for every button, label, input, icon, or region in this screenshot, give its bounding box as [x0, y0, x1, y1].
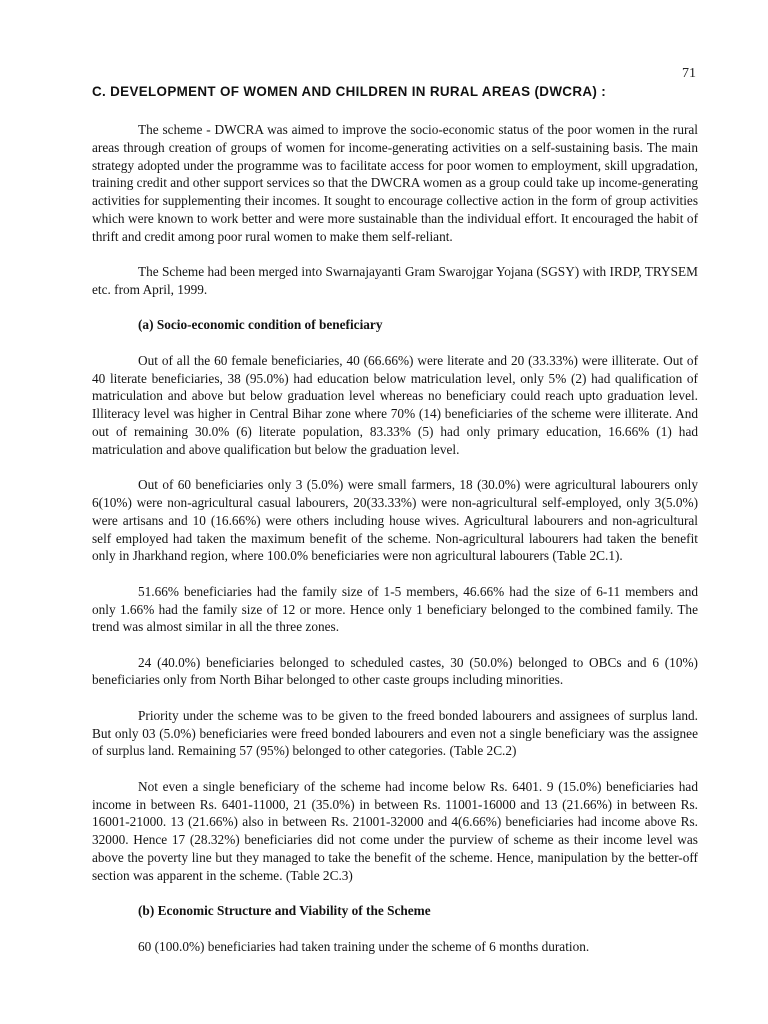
paragraph-priority: Priority under the scheme was to be given to the freed bonded labourers and assignees of surplus land. But only 03 (5.0%) beneficiaries were freed bonded labourers and even not a single beneficiary was the assignee of surplus land. Remaining 57 (95%) belonged to other categories. (Table 2C.2) [92, 707, 698, 759]
paragraph-caste: 24 (40.0%) beneficiaries belonged to scheduled castes, 30 (50.0%) belonged to OBCs and 6 (10%) beneficiaries only from North Bihar belonged to other caste groups including minorities. [92, 654, 698, 688]
paragraph-family-size: 51.66% beneficiaries had the family size of 1-5 members, 46.66% had the size of 6-11 members and only 1.66% had the family size of 12 or more. Hence only 1 beneficiary belonged to the combined family. The trend was almost similar in all the three zones. [92, 583, 698, 635]
paragraph-literacy: Out of all the 60 female beneficiaries, 40 (66.66%) were literate and 20 (33.33%) were illiterate. Out of 40 literate beneficiaries, 38 (95.0%) had education below matriculation level, only 5% (2) had qualification of matriculation and above but below graduation level whereas no beneficiary could reach upto graduation level. Illiteracy level was higher in Central Bihar zone where 70% (14) beneficiaries of the scheme were illiterate. And out of remaining 30.0% (6) literate population, 83.33% (5) had only primary education, 16.66% (1) had matriculation and above qualification but below the graduation level. [92, 352, 698, 457]
section-title: C. DEVELOPMENT OF WOMEN AND CHILDREN IN RURAL AREAS (DWCRA) : [92, 84, 607, 99]
section-a-heading: (a) Socio-economic condition of beneficiary [138, 317, 383, 333]
paragraph-intro: The scheme - DWCRA was aimed to improve the socio-economic status of the poor women in the rural areas through creation of groups of women for income-generating activities on a self-sustaining basis. The main strategy adopted under the programme was to facilitate access for poor women to employment, skill upgradation, training credit and other support services so that the DWCRA women as a group could take up income-generating activities for supplementing their incomes. It sought to encourage collective action in the form of group activities which were known to work better and were more sustainable than the individual effort. It encouraged the habit of thrift and credit among poor rural women to make them self-reliant. [92, 122, 698, 244]
page-number: 71 [682, 66, 696, 81]
paragraph-income: Not even a single beneficiary of the scheme had income below Rs. 6401. 9 (15.0%) beneficiaries had income in between Rs. 6401-11000, 21 (35.0%) in between Rs. 11001-16000 and 13 (21.66%) in between Rs. 16001-21000. 13 (21.66%) also in between Rs. 21001-32000 and 4(6.66%) beneficiaries had income above Rs. 32000. Hence 17 (28.32%) beneficiaries did not come under the purview of scheme as their income level was above the poverty line but they managed to take the benefit of the scheme. Hence, manipulation by the better-off section was apparent in the scheme. (Table 2C.3) [92, 778, 698, 883]
paragraph-merged: The Scheme had been merged into Swarnajayanti Gram Swarojgar Yojana (SGSY) with IRDP, TRYSEM etc. from April, 1999. [92, 264, 698, 297]
section-b-heading: (b) Economic Structure and Viability of the Scheme [138, 903, 431, 919]
paragraph-occupation: Out of 60 beneficiaries only 3 (5.0%) were small farmers, 18 (30.0%) were agricultural labourers only 6(10%) were non-agricultural casual labourers, 20(33.33%) were non-agricultural self-employed, only 3(5.0%) were artisans and 10 (16.66%) were others including house wives. Agricultural labourers and non-agricultural self employed had taken the maximum benefit of the scheme. Non-agricultural labourers had taken the benefit only in Jharkhand region, where 100.0% beneficiaries were non agricultural labourers (Table 2C.1). [92, 477, 698, 564]
document-body [92, 121, 698, 955]
paragraph-training: 60 (100.0%) beneficiaries had taken training under the scheme of 6 months duration. [138, 938, 590, 954]
